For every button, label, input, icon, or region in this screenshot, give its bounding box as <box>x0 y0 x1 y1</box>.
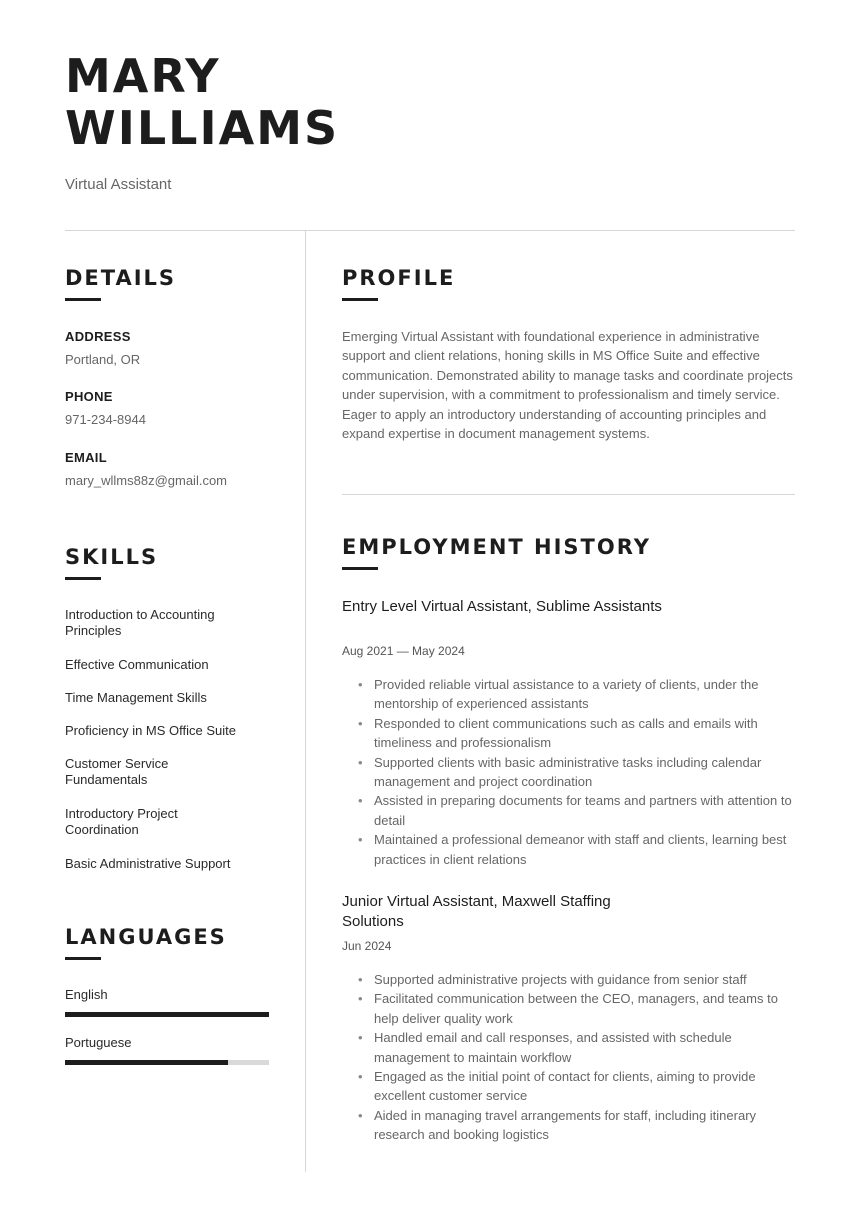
details-heading-underline <box>65 298 101 301</box>
details-heading: DETAILS <box>65 266 177 290</box>
job-bullets <box>374 970 799 1145</box>
column-divider <box>305 231 306 1172</box>
profile-divider <box>342 494 795 495</box>
phone-label: PHONE <box>65 389 113 404</box>
language-name: English <box>65 987 108 1002</box>
header-divider <box>65 230 795 231</box>
profile-heading: PROFILE <box>342 266 456 290</box>
language-level-bar <box>65 1060 269 1065</box>
first-name: MARY <box>65 49 221 103</box>
profile-heading-underline <box>342 298 378 301</box>
skill-item: Introductory Project Coordination <box>65 806 178 837</box>
skills-heading: SKILLS <box>65 545 159 569</box>
job-dates: Jun 2024 <box>342 939 392 953</box>
skill-item: Customer Service Fundamentals <box>65 756 169 787</box>
job-dates: Aug 2021 — May 2024 <box>342 644 465 658</box>
job-bullet: • Facilitated communication between the CEO, managers, and teams to help deliver quality work <box>374 989 799 1028</box>
job-bullets <box>374 675 799 869</box>
job-bullet: • Engaged as the initial point of contact for clients, aiming to provide excellent customer service <box>374 1067 799 1106</box>
job-bullet: • Supported clients with basic administrative tasks including calendar management and project coordination <box>374 753 799 792</box>
last-name: WILLIAMS <box>65 101 340 155</box>
skill-item: Time Management Skills <box>65 690 207 705</box>
job-bullet: • Supported administrative projects with guidance from senior staff <box>374 970 799 989</box>
job-bullet: • Maintained a professional demeanor with staff and clients, learning best practices in client relations <box>374 830 799 869</box>
job-title: Virtual Assistant <box>65 176 172 193</box>
job-bullet: • Handled email and call responses, and assisted with schedule management to maintain workflow <box>374 1028 799 1067</box>
job-bullet: • Responded to client communications such as calls and emails with timeliness and professionalism <box>374 714 799 753</box>
address-label: ADDRESS <box>65 329 131 344</box>
email-value: mary_wllms88z@gmail.com <box>65 473 228 488</box>
language-level-fill <box>65 1060 228 1065</box>
skill-item: Basic Administrative Support <box>65 856 231 871</box>
job-bullet: • Aided in managing travel arrangements for staff, including itinerary research and booking logistics <box>374 1106 799 1145</box>
employment-heading: EMPLOYMENT HISTORY <box>342 535 651 559</box>
languages-heading-underline <box>65 957 101 960</box>
job-bullet: • Provided reliable virtual assistance to a variety of clients, under the mentorship of experienced assistants <box>374 675 799 714</box>
language-level-bar <box>65 1012 269 1017</box>
job-heading: Junior Virtual Assistant, Maxwell Staffing Solutions <box>342 893 611 930</box>
profile-summary: Emerging Virtual Assistant with foundational experience in administrative support and client relations, honing skills in MS Office Suite and effective communication. Demonstrated ability to manage tasks and coordinate projects under supervision, with a commitment to professionalism and timely service. Eager to apply an introductory understanding of accounting principles and expand expertise in document management systems. <box>342 329 793 442</box>
language-name: Portuguese <box>65 1035 132 1050</box>
skill-item: Introduction to Accounting Principles <box>65 607 215 638</box>
skill-item: Proficiency in MS Office Suite <box>65 723 236 738</box>
language-level-fill <box>65 1012 269 1017</box>
candidate-name <box>65 50 339 154</box>
job-bullet: • Assisted in preparing documents for teams and partners with attention to detail <box>374 791 799 830</box>
address-value: Portland, OR <box>65 352 141 367</box>
skills-heading-underline <box>65 577 101 580</box>
languages-heading: LANGUAGES <box>65 925 227 949</box>
employment-heading-underline <box>342 567 378 570</box>
skill-item: Effective Communication <box>65 657 209 672</box>
job-heading: Entry Level Virtual Assistant, Sublime Assistants <box>342 598 662 615</box>
email-label: EMAIL <box>65 450 107 465</box>
phone-value: 971-234-8944 <box>65 412 146 427</box>
